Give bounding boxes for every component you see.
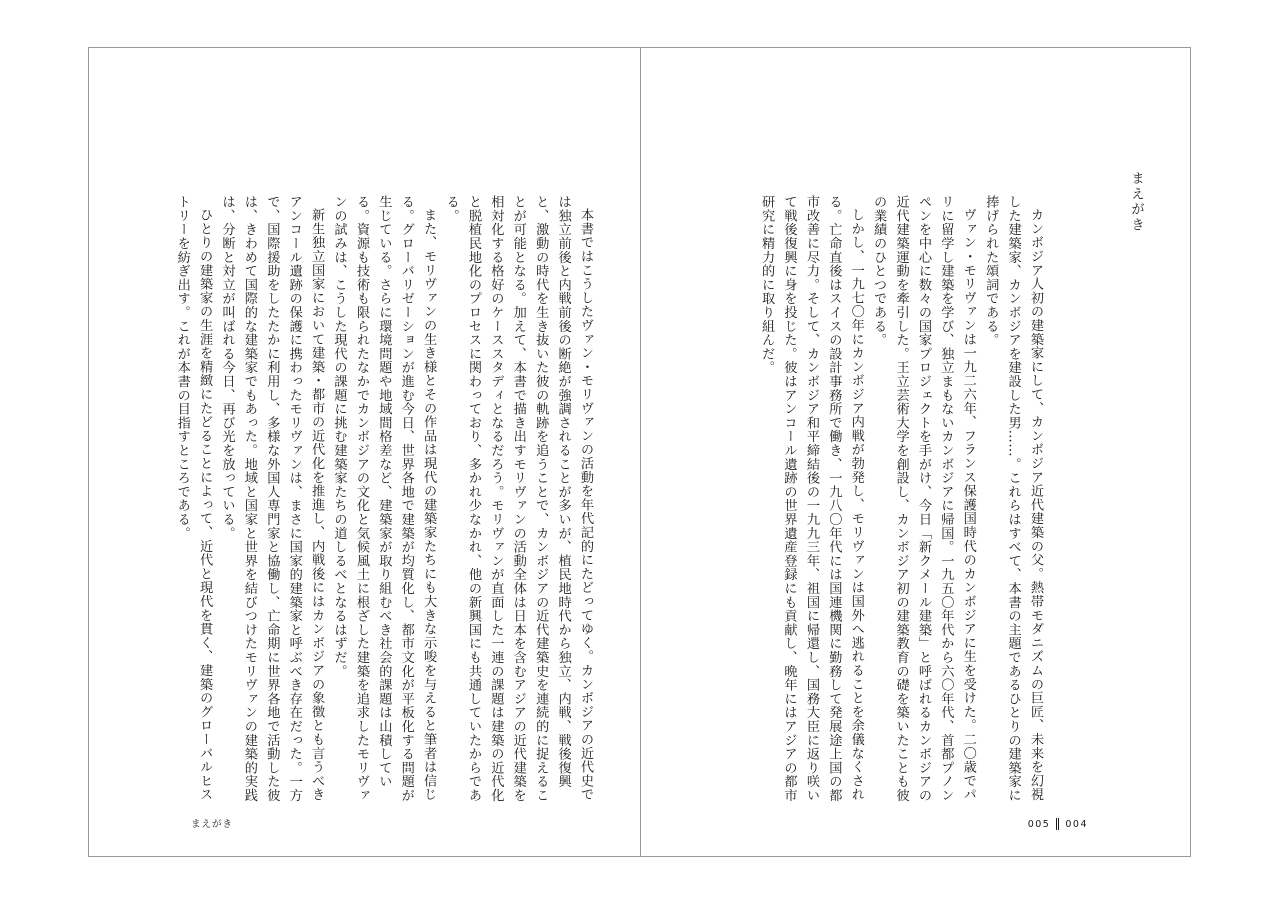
paragraph: カンボジア人初の建築家にして、カンボジア近代建築の父。熱帯モダニズムの巨匠、未来を幻視した建築家、カンボジアを建設した男……。これらはすべて、本書の主題であるひとりの建築家に捧げられた頌詞である。 [983, 195, 1043, 803]
folio-left-number: 005 [1027, 818, 1051, 830]
right-page-body [736, 195, 1046, 805]
book-spread [88, 47, 1191, 857]
folio [1028, 818, 1088, 830]
left-page [89, 48, 640, 856]
paragraph: また、モリヴァンの生き様とその作品は現代の建築家たちにも大きな示唆を与えると筆者は信じる。グローバリゼーションが進む今日、世界各地で建築が均質化し、都市文化が平板化する問題が生じている。さらに環境問題や地域間格差など、建築家が取り組むべき社会的課題は山積している。資源も技術も限られたなかでカンボジアの文化と気候風土に根ざした建築を追求したモリヴァンの試みは、こうした現代の課題に挑む建築家たちの道しるべとなるはずだ。 [331, 195, 437, 803]
running-head: まえがき [191, 819, 234, 830]
right-page [641, 48, 1192, 856]
paragraph: ヴァン・モリヴァンは一九二六年、フランス保護国時代のカンボジアに生を受けた。二〇歳でパリに留学し建築を学び、独立まもないカンボジアに帰国。一九五〇年代から六〇年代、首都プノンペンを中心に数々の国家プロジェクトを手がけ、今日「新クメール建築」と呼ばれるカンボジアの近代建築運動を牽引した。王立芸術大学を創設し、カンボジア初の建築教育の礎を築いたことも彼の業績のひとつである。 [871, 195, 976, 803]
paragraph: 本書ではこうしたヴァン・モリヴァンの活動を年代記的にたどってゆく。カンボジアの近代史では独立前後と内戦前後の断絶が強調されることが多いが、植民地時代から独立、内戦、戦後復興と、激動の時代を生き抜いた彼の軌跡を追うことで、カンボジアの近代建築史を連続的に捉えることが可能となる。加えて、本書で描き出すモリヴァンの活動全体は日本を含むアジアの近代建築を相対化する格好のケーススタディとなるだろう。モリヴァンが直面した一連の課題は建築の近代化と脱植民地化のプロセスに関わっており、多かれ少なかれ、他の新興国にも共通していたからである。 [443, 195, 593, 803]
paragraph: しかし、一九七〇年にカンボジア内戦が勃発し、モリヴァンは国外へ逃れることを余儀なくされる。亡命直後はスイスの設計事務所で働き、一九八〇年代には国連機関に勤務して発展途上国の都市改善に尽力。そして、カンボジア和平締結後の一九九三年、祖国に帰還し、国務大臣に返り咲いて戦後復興に身を投じた。彼はアンコール遺跡の世界遺産登録にも貢献し、晩年にはアジアの都市研究に精力的に取り組んだ。 [759, 195, 864, 803]
chapter-title: まえがき [1128, 171, 1144, 233]
folio-separator [1056, 818, 1059, 830]
folio-right-number: 004 [1065, 818, 1088, 830]
paragraph: 新生独立国家において建築・都市の近代化を推進し、内戦後にはカンボジアの象徴とも言うべきアンコール遺跡の保護に携わったモリヴァンは、まさに国家的建築家と呼ぶべき存在だった。一方で、国際援助をしたたかに利用し、多様な外国人専門家と協働し、亡命期に世界各地で活動した彼は、きわめて国際的な建築家でもあった。地域と国家と世界を結びつけたモリヴァンの建築的実践は、分断と対立が叫ばれる今日、再び光を放っている。 [219, 195, 325, 803]
paragraph: ひとりの建築家の生涯を精緻にたどることによって、近代と現代を貫く、建築のグローバルヒストリーを紡ぎ出す。これが本書の目指すところである。 [174, 195, 213, 802]
left-page-body [126, 195, 596, 805]
